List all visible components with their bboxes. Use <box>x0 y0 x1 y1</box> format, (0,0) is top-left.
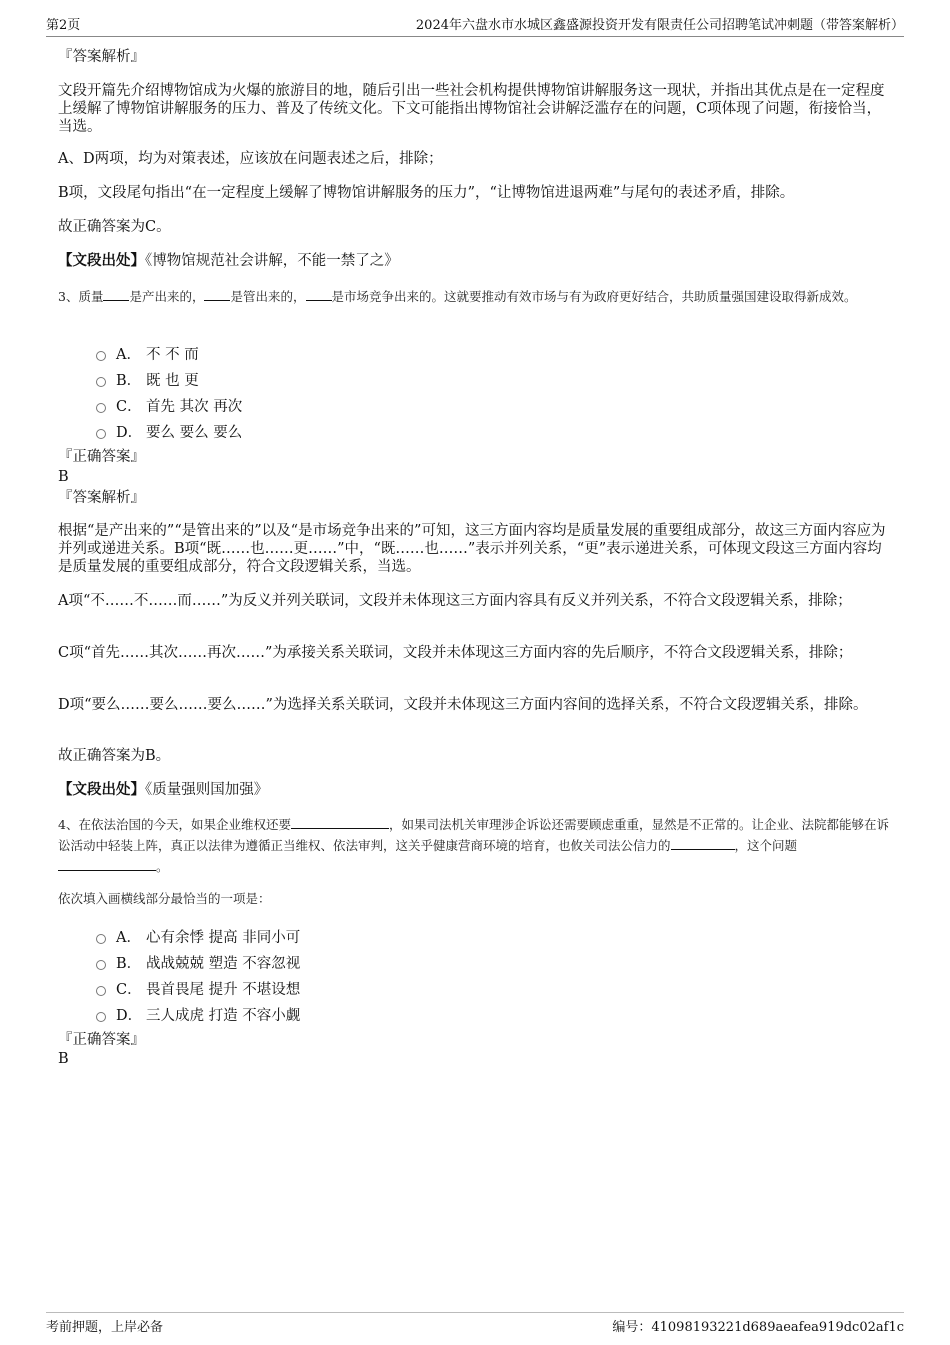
q3-source <box>58 781 892 799</box>
q4-option-a[interactable]: A． 心有余悸 提高 非同小可 <box>96 926 300 947</box>
radio-icon[interactable] <box>96 934 106 944</box>
page-header <box>46 14 904 37</box>
q3-analysis-p5: 故正确答案为B。 <box>58 748 171 764</box>
q4-stem: 4、在依法治国的今天，如果企业维权还要 ，如果司法机关审理涉企诉讼还需要顾虑重重，显然是不正常的。让企业、法院都能够在诉讼活动中轻装上阵，真正以法律为遵循正当维权、依法审判，这关乎健康营商环境的培育，也攸关司法公信力的 ，这个问题。 <box>58 817 889 874</box>
footer-slogan: 考前押题，上岸必备 <box>46 1320 164 1335</box>
q3-correct-answer: B <box>58 469 69 485</box>
q2-analysis-p1: 文段开篇先介绍博物馆成为火爆的旅游目的地，随后引出一些社会机构提供博物馆讲解服务这一现状，并指出其优点是在一定程度上缓解了博物馆讲解服务的压力、普及了传统文化。下文可能指出博物馆社会讲解泛滥存在的问题，C项体现了问题，衔接恰当，当选。 <box>58 83 885 135</box>
document-title: 2024年六盘水市水城区鑫盛源投资开发有限责任公司招聘笔试冲刺题（带答案解析） <box>415 18 904 33</box>
page-footer <box>46 1312 904 1335</box>
radio-icon[interactable] <box>96 1012 106 1022</box>
q3-analysis-p2: A项“不……不……而……”为反义并列关联词，文段并未体现这三方面内容具有反义并列关系，不符合文段逻辑关系，排除； <box>58 593 852 609</box>
q4-blank-1 <box>291 816 389 829</box>
q2-analysis-label: 『答案解析』 <box>58 49 145 65</box>
q4-option-d[interactable]: D． 三人成虎 打造 不容小觑 <box>96 1004 300 1025</box>
q2-source-label: 【文段出处】 <box>58 252 145 269</box>
radio-icon[interactable] <box>96 429 106 439</box>
q2-source-title: 《博物馆规范社会讲解，不能一禁了之》 <box>145 253 399 269</box>
page-number: 第2页 <box>46 18 81 33</box>
q2-source <box>58 252 892 270</box>
q2-analysis-p3: B项，文段尾句指出“在一定程度上缓解了博物馆讲解服务的压力”，“让博物馆进退两难”与尾句的表述矛盾，排除。 <box>58 185 795 201</box>
q3-analysis-label: 『答案解析』 <box>58 490 145 506</box>
q4-number: 4、 <box>58 817 79 832</box>
q3-option-d[interactable]: D． 要么 要么 要么 <box>96 421 242 442</box>
q3-number: 3、 <box>58 289 79 304</box>
q4-correct-answer: B <box>58 1051 69 1067</box>
q4-prompt: 依次填入画横线部分最恰当的一项是： <box>58 891 271 906</box>
q3-option-a[interactable]: A． 不 不 而 <box>96 343 199 364</box>
q3-blank-2 <box>204 288 230 301</box>
q3-option-b[interactable]: B． 既 也 更 <box>96 369 199 390</box>
radio-icon[interactable] <box>96 403 106 413</box>
q3-source-label: 【文段出处】 <box>58 781 145 798</box>
q4-blank-3 <box>58 858 156 871</box>
q3-analysis-p1: 根据“是产出来的”“是管出来的”以及“是市场竞争出来的”可知，这三方面内容均是质量发展的重要组成部分，故这三方面内容应为并列或递进关系。B项“既……也……更……”中，“既……也……”表示并列关系，“更”表示递进关系，可体现文段这三方面内容均是质量发展的重要组成部分，符合文段逻辑关系，当选。 <box>58 523 886 575</box>
document-id: 编号：41098193221d689aeafea919dc02af1c <box>612 1320 904 1335</box>
q2-analysis-p2: A、D两项，均为对策表述，应该放在问题表述之后，排除； <box>58 151 443 167</box>
q4-correct-label: 『正确答案』 <box>58 1032 145 1048</box>
q3-analysis-p3: C项“首先……其次……再次……”为承接关系关联词，文段并未体现这三方面内容的先后顺序，不符合文段逻辑关系，排除； <box>58 645 853 661</box>
q3-stem: 3、质量 是产出来的， 是管出来的， 是市场竞争出来的。这就要推动有效市场与有为政府更好结合，共助质量强国建设取得新成效。 <box>58 289 857 304</box>
radio-icon[interactable] <box>96 960 106 970</box>
q3-source-title: 《质量强则国加强》 <box>145 782 269 798</box>
q3-option-c[interactable]: C． 首先 其次 再次 <box>96 395 242 416</box>
q4-blank-2 <box>671 837 735 850</box>
q4-option-b[interactable]: B． 战战兢兢 塑造 不容忽视 <box>96 952 300 973</box>
q2-analysis-p4: 故正确答案为C。 <box>58 219 171 235</box>
q3-correct-label: 『正确答案』 <box>58 449 145 465</box>
radio-icon[interactable] <box>96 986 106 996</box>
q3-analysis-p4: D项“要么……要么……要么……”为选择关系关联词，文段并未体现这三方面内容间的选择关系，不符合文段逻辑关系，排除。 <box>58 697 868 713</box>
q3-blank-3 <box>306 288 332 301</box>
radio-icon[interactable] <box>96 351 106 361</box>
radio-icon[interactable] <box>96 377 106 387</box>
q3-blank-1 <box>103 288 129 301</box>
q4-option-c[interactable]: C． 畏首畏尾 提升 不堪设想 <box>96 978 300 999</box>
